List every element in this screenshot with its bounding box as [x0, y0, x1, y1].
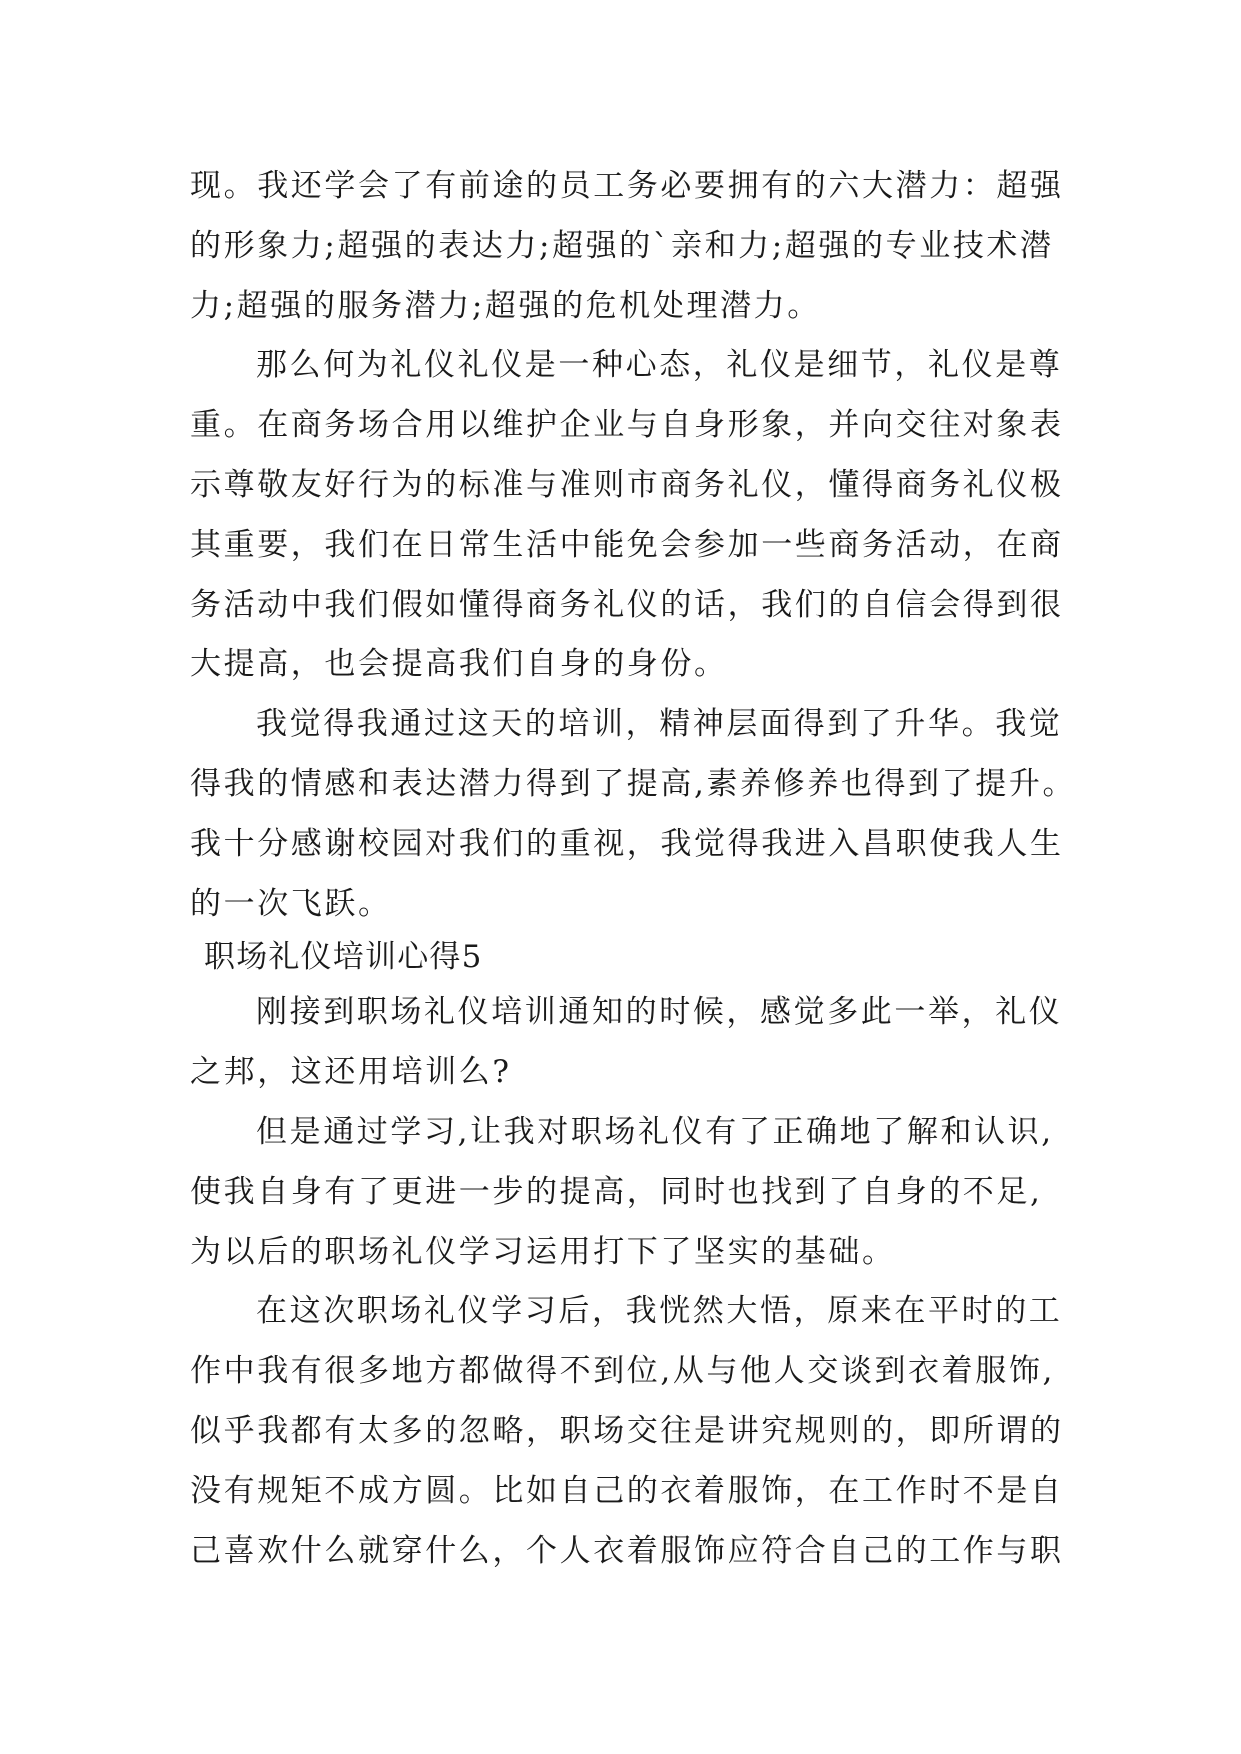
paragraph-line: 务活动中我们假如懂得商务礼仪的话，我们的自信会得到很: [190, 587, 1064, 623]
paragraph-line: 刚接到职场礼仪培训通知的时候，感觉多此一举，礼仪: [256, 994, 1063, 1030]
paragraph-line: 我十分感谢校园对我们的重视，我觉得我进入昌职使我人生: [190, 826, 1064, 862]
paragraph-line: 似乎我都有太多的忽略，职场交往是讲究规则的，即所谓的: [190, 1413, 1064, 1449]
paragraph-line: 那么何为礼仪礼仪是一种心态，礼仪是细节，礼仪是尊: [256, 347, 1063, 383]
paragraph-line: 在这次职场礼仪学习后，我恍然大悟，原来在平时的工: [256, 1293, 1063, 1329]
paragraph-line: 现。我还学会了有前途的员工务必要拥有的六大潜力：超强: [190, 168, 1064, 204]
paragraph-line: 为以后的职场礼仪学习运用打下了坚实的基础。: [190, 1234, 896, 1270]
paragraph-line: 的形象力;超强的表达力;超强的`亲和力;超强的专业技术潜: [190, 228, 1054, 264]
paragraph-line: 作中我有很多地方都做得不到位,从与他人交谈到衣着服饰,: [190, 1353, 1055, 1389]
paragraph-line: 但是通过学习,让我对职场礼仪有了正确地了解和认识,: [256, 1114, 1054, 1150]
paragraph-line: 使我自身有了更进一步的提高，同时也找到了自身的不足,: [190, 1174, 1043, 1210]
section-heading: 职场礼仪培训心得5: [204, 939, 483, 975]
paragraph-line: 力;超强的服务潜力;超强的危机处理潜力。: [190, 288, 821, 324]
paragraph-line: 没有规矩不成方圆。比如自己的衣着服饰，在工作时不是自: [190, 1473, 1064, 1509]
paragraph-line: 示尊敬友好行为的标准与准则市商务礼仪，懂得商务礼仪极: [190, 467, 1064, 503]
paragraph-line: 其重要，我们在日常生活中能免会参加一些商务活动，在商: [190, 527, 1064, 563]
paragraph-line: 大提高，也会提高我们自身的身份。: [190, 646, 728, 682]
paragraph-line: 的一次飞跃。: [190, 886, 392, 922]
paragraph-line: 己喜欢什么就穿什么，个人衣着服饰应符合自己的工作与职: [190, 1533, 1064, 1569]
paragraph-line: 得我的情感和表达潜力得到了提高,素养修养也得到了提升。: [190, 766, 1077, 802]
paragraph-line: 重。在商务场合用以维护企业与自身形象，并向交往对象表: [190, 407, 1064, 443]
paragraph-line: 之邦，这还用培训么?: [190, 1054, 512, 1090]
paragraph-line: 我觉得我通过这天的培训，精神层面得到了升华。我觉: [256, 706, 1063, 742]
